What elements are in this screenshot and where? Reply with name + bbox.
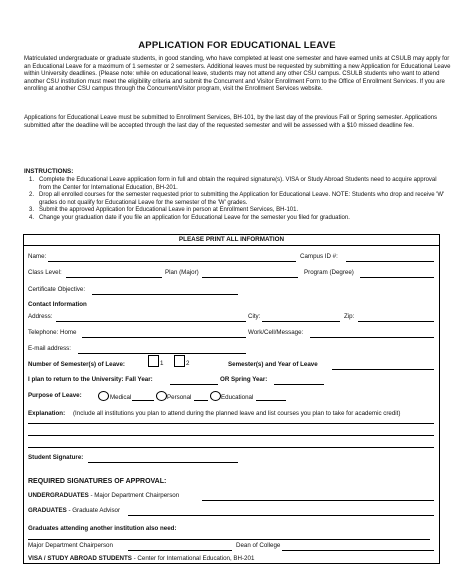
form-header-divider xyxy=(24,245,439,246)
intro-paragraph: Matriculated undergraduate or graduate students, in good standing, who have completed at least one semester and have earned units at CSULB may apply for an Educational Leave for a maximum of 1 semester or 2 semesters. Additional leaves must be requested by submitting a new Application for Educational Leave within University deadlines. (Please note: while on educational leave, students may not attend any other CSU campus. CSULB students who want to attend another CSU institution must meet the eligibility criteria and submit the Concurrent and Visitor Enrollment Form to the Office of Enrollment Services. If you are enrolling at another CSU campus through the Concurrent/Visitor program, visit the Enrollment Services website. xyxy=(24,56,451,93)
form-header: PLEASE PRINT ALL INFORMATION xyxy=(178,236,285,243)
contact-information-heading: Contact Information xyxy=(28,301,87,308)
major-chair-caption: Major Department Chairperson xyxy=(28,542,113,549)
plan-major-field[interactable] xyxy=(202,277,298,278)
instructions-heading: INSTRUCTIONS: xyxy=(24,168,74,175)
address-field[interactable] xyxy=(56,321,246,322)
email-field[interactable] xyxy=(78,353,246,354)
explanation-line-1[interactable] xyxy=(28,423,434,424)
semester-year-field[interactable] xyxy=(332,369,434,370)
explanation-line-2[interactable] xyxy=(28,435,434,436)
name-label: Name: xyxy=(28,253,47,260)
or-spring-label: OR Spring Year: xyxy=(220,376,268,383)
campus-id-label: Campus ID #: xyxy=(300,253,338,260)
explanation-line-3[interactable] xyxy=(28,447,434,448)
personal-radio[interactable] xyxy=(156,391,167,401)
instruction-item: 1. Complete the Educational Leave application form in full and obtain the required signature(s). VISA or Study Abroad Students need to acquire approval from the Center for International Education, BH-201. xyxy=(29,177,437,191)
telephone-home-field[interactable] xyxy=(82,337,246,338)
instructions-list xyxy=(29,177,449,223)
address-label: Address: xyxy=(28,313,53,320)
one-semester-label: 1 xyxy=(160,360,164,367)
name-field[interactable] xyxy=(48,261,296,262)
dean-caption: Dean of College xyxy=(236,542,281,549)
educational-underline xyxy=(256,400,286,401)
graduates-signature-label: GRADUATES - Graduate Advisor xyxy=(28,507,121,514)
instruction-item: 4. Change your graduation date if you file an application for Educational Leave for the semester you filed for graduation. xyxy=(29,214,350,221)
deadline-paragraph: Applications for Educational Leave must be submitted to Enrollment Services, BH-101, by the last day of the previous Fall or Spring semester. Applications submitted after the deadline will be accepted through the last day of the requested semester and will be assessed with a $10 missed deadline fee. xyxy=(24,115,438,129)
explanation-note: (Include all institutions you plan to attend during the planned leave and list courses you plan to take for academic credit) xyxy=(73,410,401,417)
explanation-label: Explanation: xyxy=(28,410,66,417)
program-degree-field[interactable] xyxy=(360,277,434,278)
plan-return-label: I plan to return to the University: Fall Year: xyxy=(28,376,153,383)
personal-underline xyxy=(194,400,208,401)
semester-year-label: Semester(s) and Year of Leave xyxy=(228,361,318,368)
class-level-field[interactable] xyxy=(66,277,162,278)
other-institution-signature-line[interactable] xyxy=(28,539,430,540)
fall-year-field[interactable] xyxy=(170,384,218,385)
dean-signature-field[interactable] xyxy=(282,550,434,551)
required-signatures-heading: REQUIRED SIGNATURES OF APPROVAL: xyxy=(28,478,167,485)
personal-label: Personal xyxy=(167,394,192,401)
page-title: APPLICATION FOR EDUCATIONAL LEAVE xyxy=(138,40,336,51)
medical-label: Medical xyxy=(110,394,132,401)
application-form xyxy=(23,234,440,564)
student-signature-label: Student Signature: xyxy=(28,454,84,461)
city-field[interactable] xyxy=(262,321,340,322)
medical-radio[interactable] xyxy=(98,391,109,401)
program-degree-label: Program (Degree) xyxy=(304,269,354,276)
purpose-label: Purpose of Leave: xyxy=(28,392,82,399)
undergraduates-signature-field[interactable] xyxy=(202,500,434,501)
certificate-objective-field[interactable] xyxy=(92,294,238,295)
class-level-label: Class Level: xyxy=(28,269,62,276)
spring-year-field[interactable] xyxy=(274,384,324,385)
plan-major-label: Plan (Major) xyxy=(165,269,199,276)
two-semesters-checkbox[interactable] xyxy=(174,355,185,367)
campus-id-field[interactable] xyxy=(346,261,434,262)
instruction-item: 2. Drop all enrolled courses for the semester requested prior to submitting the Application for Educational Leave. NOTE: Students who drop and receive 'W' grades do not qualify for Educational Leave for the semester of the 'W' grades. xyxy=(29,192,445,206)
work-cell-message-field[interactable] xyxy=(310,337,434,338)
graduates-signature-field[interactable] xyxy=(128,515,434,516)
number-of-semesters-label: Number of Semester(s) of Leave: xyxy=(28,360,125,368)
zip-field[interactable] xyxy=(358,321,434,322)
zip-label: Zip: xyxy=(344,313,355,320)
educational-label: Educational xyxy=(221,394,254,401)
major-chair-signature-field[interactable] xyxy=(128,550,232,551)
city-label: City: xyxy=(248,313,261,320)
medical-underline xyxy=(132,400,154,401)
student-signature-field[interactable] xyxy=(88,462,238,463)
graduates-other-institution-label: Graduates attending another institution also need: xyxy=(28,525,177,532)
certificate-objective-label: Certificate Objective: xyxy=(28,286,86,293)
educational-radio[interactable] xyxy=(210,391,221,401)
work-cell-message-label: Work/Cell/Message: xyxy=(248,329,304,336)
one-semester-checkbox[interactable] xyxy=(148,355,159,367)
two-semesters-label: 2 xyxy=(186,360,190,367)
instruction-item: 3. Submit the approved Application for Educational Leave in person at Enrollment Services, BH-101. xyxy=(29,207,299,214)
undergraduates-signature-label: UNDERGRADUATES - Major Department Chairperson xyxy=(28,492,180,499)
telephone-home-label: Telephone: Home xyxy=(28,329,77,336)
visa-signature-label: VISA / STUDY ABROAD STUDENTS - Center for International Education, BH-201 xyxy=(28,555,255,562)
email-label: E-mail address: xyxy=(28,345,71,352)
